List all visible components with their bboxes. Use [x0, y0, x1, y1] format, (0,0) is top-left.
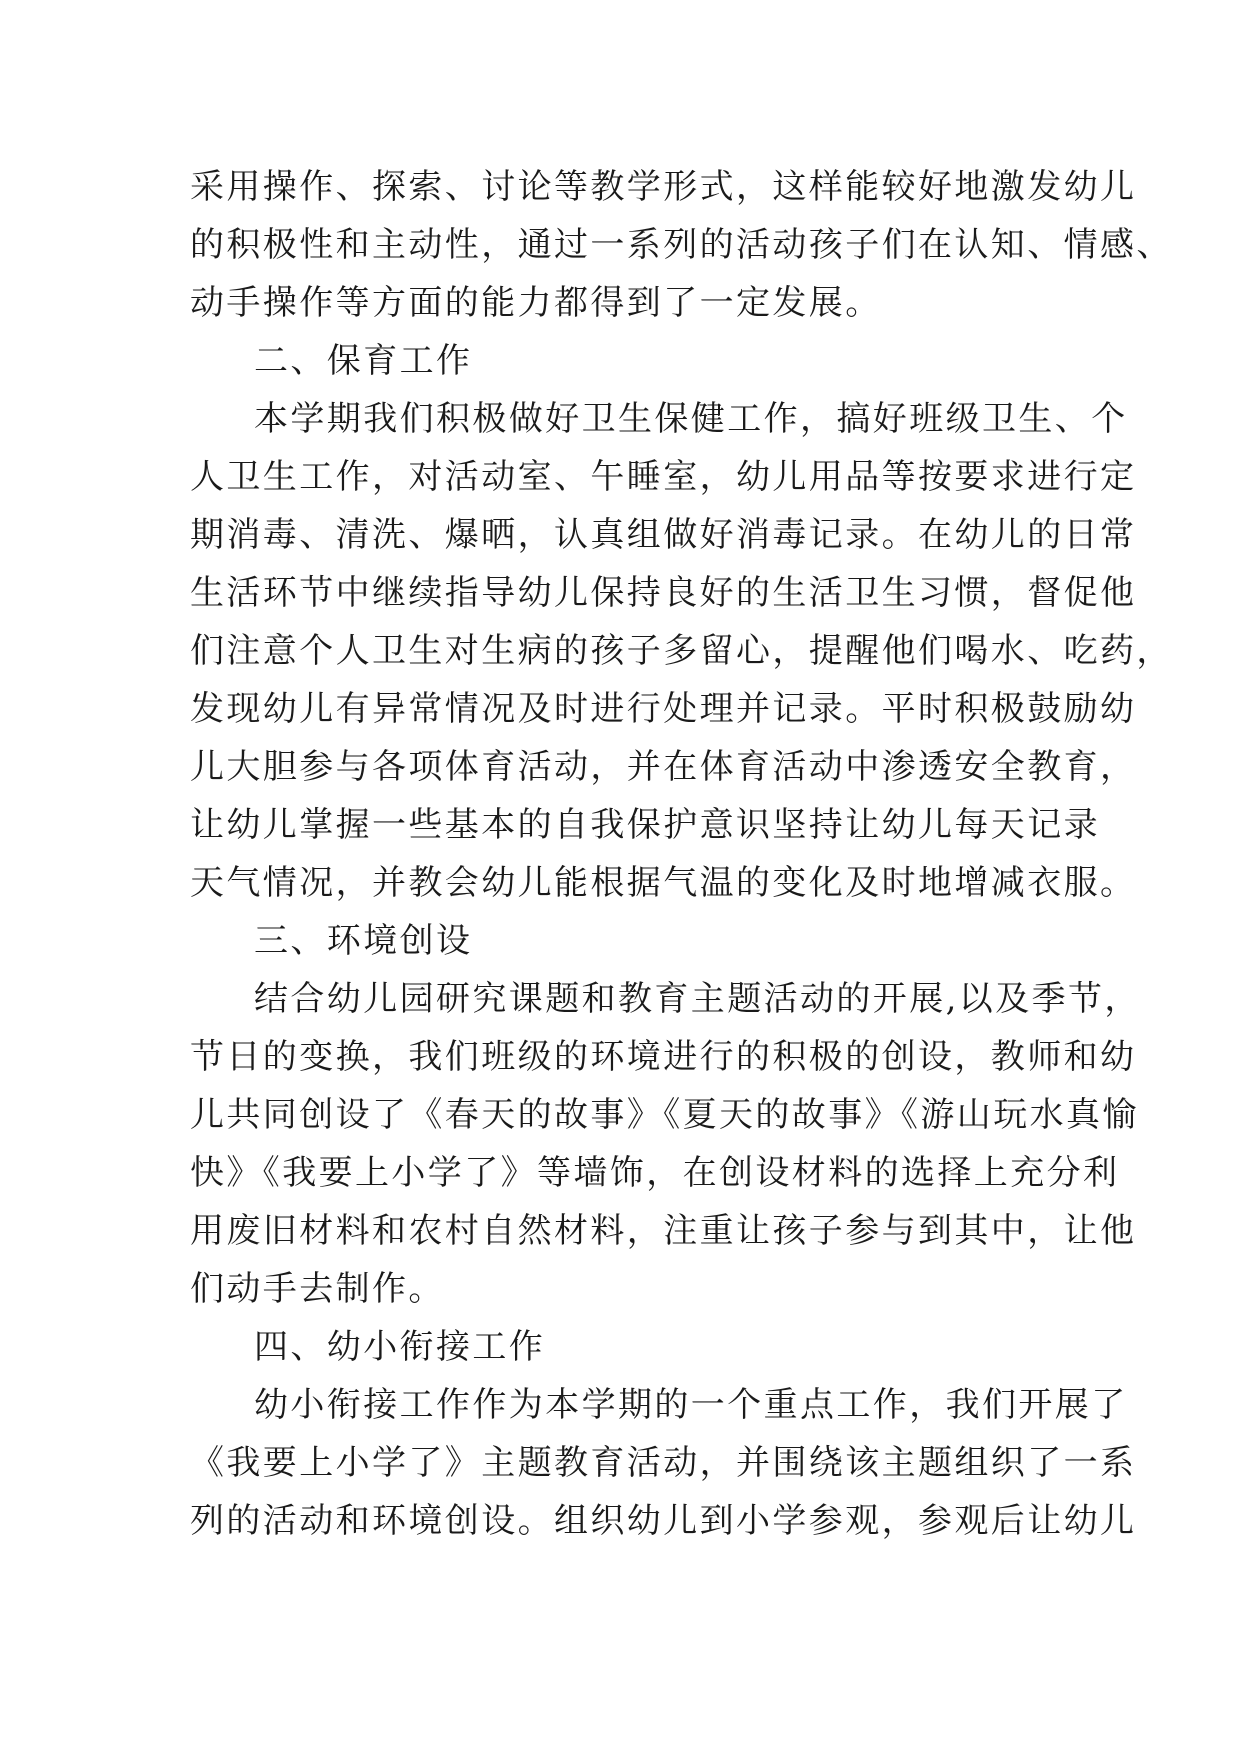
text-line: 列的活动和环境创设。组织幼儿到小学参观，参观后让幼儿 [190, 1501, 1137, 1541]
text-line: 天气情况，并教会幼儿能根据气温的变化及时地增减衣服。 [190, 863, 1137, 903]
text-line: 人卫生工作，对活动室、午睡室，幼儿用品等按要求进行定 [190, 457, 1137, 497]
text-line: 动手操作等方面的能力都得到了一定发展。 [190, 283, 882, 323]
text-line: 们动手去制作。 [190, 1269, 445, 1309]
text-line: 结合幼儿园研究课题和教育主题活动的开展,以及季节， [254, 979, 1141, 1019]
text-line: 《我要上小学了》主题教育活动，并围绕该主题组织了一系 [190, 1443, 1137, 1483]
text-line: 发现幼儿有异常情况及时进行处理并记录。平时积极鼓励幼 [190, 689, 1137, 729]
text-line: 用废旧材料和农村自然材料，注重让孩子参与到其中，让他 [190, 1211, 1137, 1251]
text-line: 采用操作、探索、讨论等教学形式，这样能较好地激发幼儿 [190, 167, 1137, 207]
text-line: 快》《我要上小学了》等墙饰，在创设材料的选择上充分利 [190, 1153, 1120, 1193]
text-line: 儿大胆参与各项体育活动，并在体育活动中渗透安全教育， [190, 747, 1137, 787]
text-line: 四、幼小衔接工作 [254, 1327, 546, 1367]
text-line: 们注意个人卫生对生病的孩子多留心，提醒他们喝水、吃药， [190, 631, 1173, 671]
text-line: 幼小衔接工作作为本学期的一个重点工作，我们开展了 [254, 1385, 1128, 1425]
document-body [190, 158, 1173, 1550]
text-line: 二、保育工作 [254, 341, 473, 381]
text-line: 的积极性和主动性，通过一系列的活动孩子们在认知、情感、 [190, 225, 1173, 265]
text-line: 本学期我们积极做好卫生保健工作，搞好班级卫生、个 [254, 399, 1128, 439]
text-line: 节日的变换，我们班级的环境进行的积极的创设，教师和幼 [190, 1037, 1137, 1077]
text-line: 让幼儿掌握一些基本的自我保护意识坚持让幼儿每天记录 [190, 805, 1100, 845]
text-line: 儿共同创设了《春天的故事》《夏天的故事》《游山玩水真愉 [190, 1095, 1139, 1135]
text-line: 三、环境创设 [254, 921, 473, 961]
text-line: 生活环节中继续指导幼儿保持良好的生活卫生习惯，督促他 [190, 573, 1137, 613]
text-line: 期消毒、清洗、爆晒，认真组做好消毒记录。在幼儿的日常 [190, 515, 1137, 555]
